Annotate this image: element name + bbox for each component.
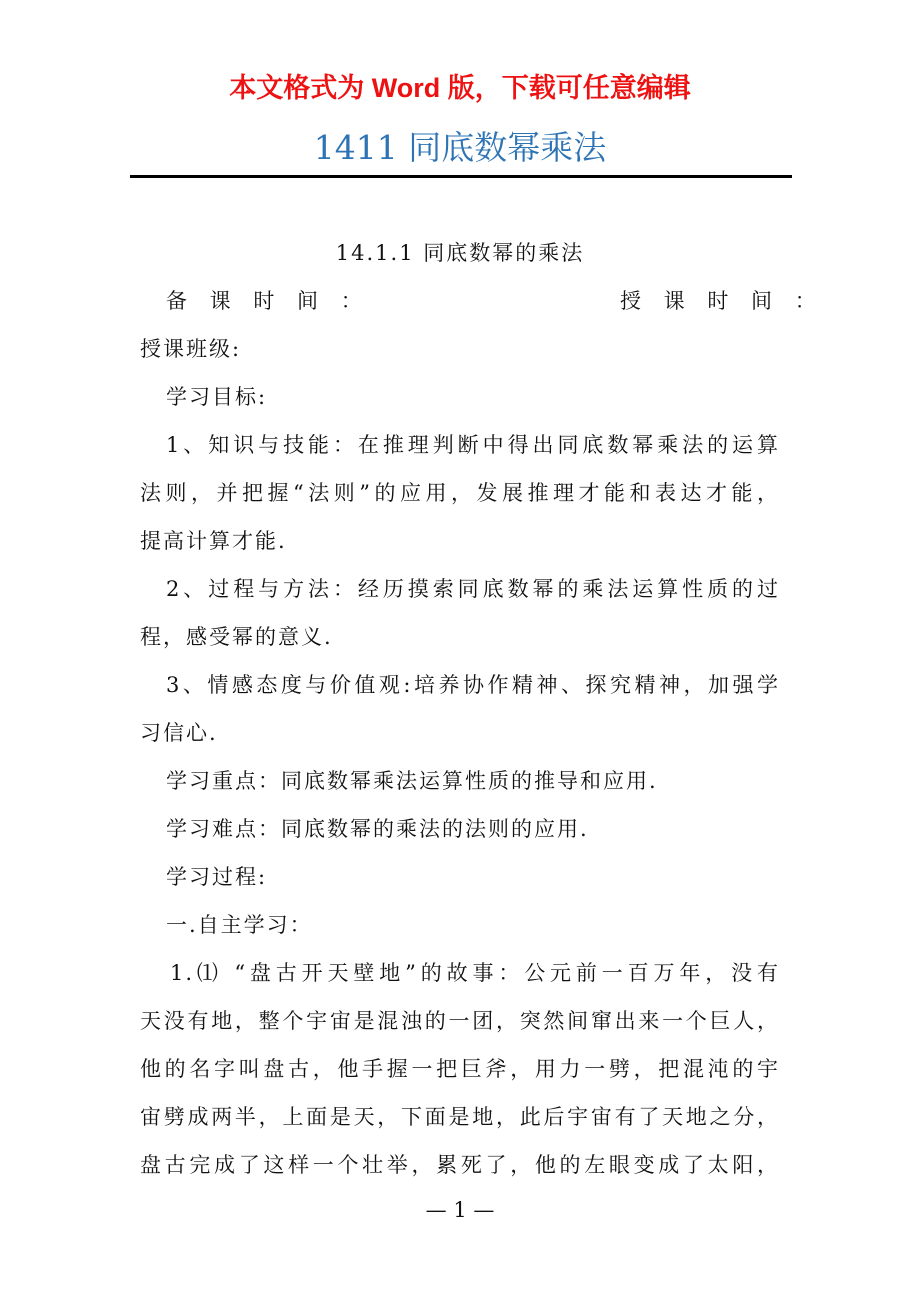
prep-time-label: 备 课 时 间 ： xyxy=(166,289,370,313)
format-notice-banner: 本文格式为 Word 版，下载可任意编辑 xyxy=(229,73,691,103)
title-divider xyxy=(130,175,792,178)
paragraph-line: 程，感受幂的意义. xyxy=(140,625,333,649)
lesson-subtitle: 14.1.1 同底数幂的乘法 xyxy=(335,241,585,265)
paragraph-line: 宙劈成两半，上面是天，下面是地，此后宇宙有了天地之分， xyxy=(140,1105,780,1129)
objectives-heading: 学习目标: xyxy=(166,385,268,409)
paragraph-line: 提高计算才能. xyxy=(140,529,287,553)
paragraph-line: 3、情感态度与价值观:培养协作精神、探究精神，加强学 xyxy=(166,673,780,697)
process-heading: 学习过程: xyxy=(166,865,268,889)
page-number: — 1 — xyxy=(425,1198,495,1222)
paragraph-line: 盘古完成了这样一个壮举，累死了，他的左眼变成了太阳， xyxy=(140,1153,780,1177)
paragraph-line: 2、过程与方法：经历摸索同底数幂的乘法运算性质的过 xyxy=(166,577,780,601)
paragraph-line: 天没有地，整个宇宙是混浊的一团，突然间窜出来一个巨人， xyxy=(140,1009,780,1033)
self-study-heading: 一.自主学习： xyxy=(166,913,313,937)
teach-time-label: 授 课 时 间 ： xyxy=(620,289,824,313)
paragraph-line: 习信心. xyxy=(140,721,218,745)
class-label: 授课班级: xyxy=(140,337,242,361)
paragraph-line: 他的名字叫盘古，他手握一把巨斧，用力一劈，把混沌的宇 xyxy=(140,1057,780,1081)
key-point-line: 学习重点：同底数幂乘法运算性质的推导和应用. xyxy=(166,769,658,793)
paragraph-line: 1.⑴ “盘古开天壁地”的故事：公元前一百万年，没有 xyxy=(170,961,780,985)
paragraph-line: 法则，并把握“法则”的应用，发展推理才能和表达才能， xyxy=(140,481,780,505)
document-title: 1411 同底数幂乘法 xyxy=(313,128,607,167)
difficulty-line: 学习难点：同底数幂的乘法的法则的应用. xyxy=(166,817,589,841)
paragraph-line: 1、知识与技能：在推理判断中得出同底数幂乘法的运算 xyxy=(166,433,780,457)
